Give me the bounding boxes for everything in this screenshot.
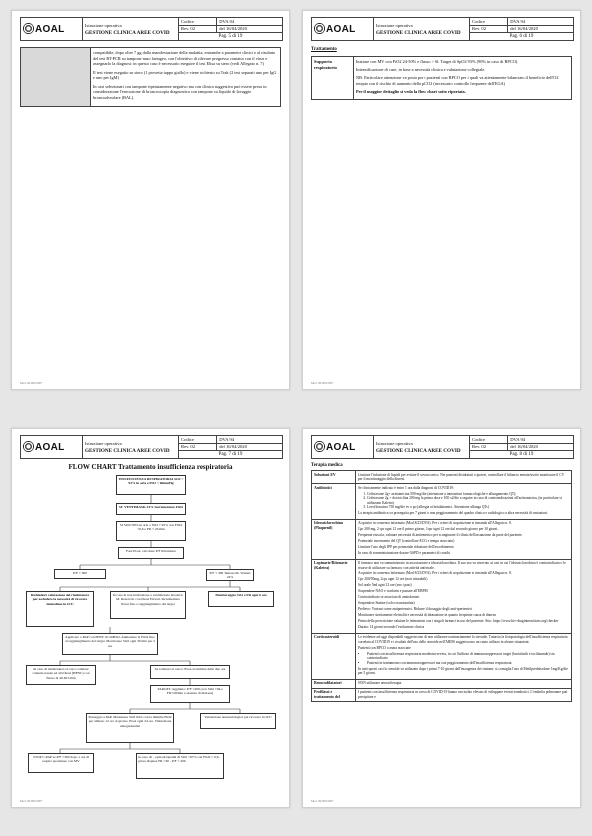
page-footer: Mod. 00/000/2007 <box>20 381 43 385</box>
page-content <box>20 47 281 107</box>
page-header <box>20 435 283 459</box>
box-pap: Passaggio a PAP. Mantenere SO2 94% con la minima FiO2 per almeno 12 ore al giorno. EGA ogni 24 ore. Valutazione emogasanalisi <box>86 713 174 743</box>
doc-title: Istruzione operativa GESTIONE CLINICA AREE COVID <box>83 436 179 459</box>
row-label: Supporto respiratorio <box>312 57 354 100</box>
page-footer: Mod. 00/000/2007 <box>311 381 334 385</box>
document-page-8 <box>302 428 581 808</box>
box-target-check: SI SO2>90% in aria o SO2 > 95% con FiO2 <0,6 e FR < 25/min <box>116 521 186 541</box>
logo: AOAL <box>21 436 83 459</box>
box-criteri: in caso di: - episodi ripetuti di SO2 <97% con FiO2 > 0,6 - grave dispnea FR >30 - P/F < 200 <box>136 753 224 779</box>
document-page-7 <box>11 428 290 808</box>
box-rianimatore: Richiedere valutazione del rianimatore per escludere la necessità di ricovero immediato in ICU <box>26 591 94 627</box>
box-casco-ega: Se tollerata al casco: EGA al termine delle due ore <box>150 665 230 679</box>
flowchart-title: FLOW CHART Trattamento insufficienza respiratoria <box>68 463 233 471</box>
page-header <box>311 435 574 459</box>
box-icu: Valutazione anestesiologica per ricovero in ICU <box>200 713 276 729</box>
table-row: Corticosteroidi Le evidenze ad oggi disponibili suggeriscono di non utilizzare routinariamente lo steroide. Tuttavia la fisiopatologia dell'insufficienza respiratoria correlata al COVID19 e i risultati dell'uso dello steroide nell'ARDS suggeriscono un cauto utilizzo in alcune situazioni. Pazienti con BPCO o asma associate • Pazienti con insufficienza respiratoria moderata-severa, in cui l'utilizzo di immunosoppressori target (baricitinib e tocilizumab) sia controindicato • Pazienti in trattamento con immunosoppressori ma con peggioramento dell'insufficienza respiratoria. In tutti questi casi lo steroide va utilizzato dopo i primi 7-10 giorni dall'insorgenza dei sintomi: si consiglia l'uso di Metilprednisolone 1mg/Kg/die per 5 giorni. <box>312 633 572 679</box>
box-cpap: Applicare c-PAP con PEEP 10 cmH2O. Aumentare la FiO2 fino al raggiungimento del target. Monitorare SO2 ogni 30 min per 2 ore <box>62 633 158 655</box>
revision: Rev. 02 <box>470 25 508 33</box>
box-ega: Fare EGA, calcolare P/F Rivalutare <box>118 547 184 559</box>
box-monitoraggio: Monitoraggio SO2 e FR ogni 6 ore <box>208 591 274 607</box>
logo: AOAL <box>312 18 374 41</box>
revision-date: del 16/04/2020 <box>508 25 574 33</box>
doc-title: Istruzione operativa GESTIONE CLINICA AREE COVID <box>374 18 470 41</box>
list-item: 2. Ceftriaxone 2g + doxiciclina 200 mg la prima dose e 100 x2/die a seguire in caso di controindicazioni all'azitromicina, (in particolare si utilizzano Kaletra) <box>367 496 569 505</box>
list-item: • Pazienti con insufficienza respiratoria moderata-severa, in cui l'utilizzo di immunosoppressori target (baricitinib e tocilizumab) sia controindicato <box>367 652 569 661</box>
revision: Rev. 02 <box>179 25 217 33</box>
page-number: Pag. 8 di 19 <box>470 451 574 459</box>
section-title: Trattamento <box>311 47 337 52</box>
label-cell <box>21 48 91 107</box>
list-item: 1. Ceftriaxone 2g+ azitromicina 500 mg/die (attenzione a interazioni farmacologiche e allungamento QT); <box>367 492 569 496</box>
logo: AOAL <box>312 436 374 459</box>
logo-mark-icon <box>314 23 325 34</box>
box-pf-over-300: P/F > 300 <box>54 569 106 579</box>
doc-title: Istruzione operativa GESTIONE CLINICA AREE COVID <box>374 436 470 459</box>
code-value: DVA 94 <box>217 18 283 26</box>
row-text: Iniziare con MV con FiO2 24-50% e flusso > 6l. Target di SpO2 93% (90% in caso di BPCO). Intensificazione di cure, in base a necessità clinica e valutazione collegiale. NB. Particolare attenzione va posta per i pazienti con BPCO per i quali va attentamente bilanciato il beneficio dell'O2 terapia con il rischio di aumento della pCO2 (necessario controllo frequente dell'EGA) Per il maggior dettaglio si veda la flow chart sotto riportata. <box>354 57 572 100</box>
text-cell: compatibile, dopo oltre 7 gg dalla manifestazione della malattia, entrambe a parametri clinici e al risultato del test RT-PCR su tampone naso faringeo, con l'obiettivo di rilevare progresso contatto con il virus e assegnarlo la diagnosi: in questo caso è necessario eseguire il test Elisa su siero (vedi Allegato n. 7) Il test viene eseguito su siero (1 provetta tappo giallo) e viene richiesto su Trak (2 test separati uno per IgG e uno per IgM) In casi selezionati con tampone ripetutamente negativo ma con clinica suggestiva può essere presa in considerazione l'esecuzione di broncoscopia diagnostica con tampone su liquido di lavaggio broncoalveolare (BAL). <box>91 48 281 107</box>
flowchart <box>20 473 283 793</box>
code-value: DVA 94 <box>508 18 574 26</box>
page-footer: Mod. 00/000/2007 <box>20 799 43 803</box>
page-header <box>311 17 574 41</box>
logo-mark-icon <box>314 441 325 452</box>
document-page-5 <box>11 10 290 390</box>
code-label: Codice <box>179 436 217 444</box>
code-value: DVA 94 <box>508 436 574 444</box>
box-pf-under-300: P/F < 300 Tentare M. Venturi 24% <box>206 569 254 581</box>
table-row: Broncodilatatori NON utilizzare aerosolterapia. <box>312 679 572 688</box>
list-item: 3. Levofloxacina 750 mg/die ev o po (allergia ai betalattamici. Attenzione allunga QTc) <box>367 505 569 509</box>
table-row: Soluzioni EV Limitare l'infusione di liquidi per evitare il sovraccarico. Nei pazienti disidratati o ipotesi, controllare il bilancio entrate/uscite monitorare il CV per il monitoraggio della diuresi. <box>312 471 572 484</box>
list-item: • Pazienti in trattamento con immunosoppressori ma con peggioramento dell'insufficienza respiratoria. <box>367 661 569 665</box>
table-row: Antibiotici Se clinicamente indicato è entro 1 ora dalla diagnosi di COVID19: 1. Ceftriaxone 2g+ azitromicina 500 mg/die (attenzione a interazioni farmacologiche e allungamento QT); 2. Ceftriaxone 2g + doxiciclina 200 mg la prima dose e 100 x2/die a seguire in caso di controindicazioni all'azitromicina, (in particolare si utilizzano Kaletra) 3. Levofloxacina 750 mg/die ev o po (allergia ai betalattamici. Attenzione allunga QTc) La terapia antibiotica va proseguita per 7 giorni o non peggioramento del quadro clinico e radiologico a altra necessità di variazioni. <box>312 484 572 519</box>
doc-title: Istruzione operativa GESTIONE CLINICA AREE COVID <box>83 18 179 41</box>
page-content <box>311 47 572 100</box>
revision-date: del 16/04/2020 <box>217 25 283 33</box>
code-label: Codice <box>470 18 508 26</box>
table-row: Lopinavir/Ritonavir (Kaletra) Il farmaco non va somministrato in associazione a idrossiclorochina. Il suo uso va riservato ai casi in cui l'idrossiclorochina è controindicata o le risorse di utilizzare su farmaco con attività antivirale. Acquisire in consenso informato (Mod 8/23/DVA). Per i criteri di acquisizione si rimanda all'Allegato n. 8. Cpr 200/50mg, 2cpr ogni 12 ore (non triturabili) Sol orale 5ml ogni 12 ore (sno i pazi) Sospendere NAO e warfarin e passare all'EBPM Controindicato se associato di amiodarone. Sospendere Statine (solo rosuvastatina) Prelievo: Vaviani come antipertensivi. Ridurre il dosaggio degli anti-ipertensivi Monitorare strettamente elettroliti e necessità di idratazione in quanto frequente causa di diarrea Prima della prescrizione valutare le interazioni con i singoli farmaci in uso del paziente. Sito: https://www.hiv-druginteractions.org/checker Durata: 14 giorni secondo l'evoluzione clinica <box>312 559 572 633</box>
page-footer: Mod. 00/000/2007 <box>311 799 334 803</box>
therapy-table <box>311 470 572 702</box>
logo-mark-icon <box>23 23 34 34</box>
logo: AOAL <box>21 18 83 41</box>
box-target-raggiunto: TARGET raggiunto: P/F >200 (con SO2 >94 e FR<20/min e assenza di distress) <box>150 685 230 703</box>
box-stop-cpap: STOP C-PAP se P/F >300 dopo 1 ora di respiro spontaneo con MV <box>28 753 94 773</box>
code-label: Codice <box>470 436 508 444</box>
revision-date: del 16/04/2020 <box>508 443 574 451</box>
box-ventimask: SI: VENTIMASK 24% Incrementare FiO2 <box>116 503 186 515</box>
page-number: Pag. 7 di 19 <box>179 451 283 459</box>
box-hfnc: In caso di intolleranza al casco valutare cannula nasale ad alti flussi (HFNC) con flusso di 40-60 l/min <box>26 665 96 685</box>
section-title: Terapia medica <box>311 463 343 468</box>
code-value: DVA 94 <box>217 436 283 444</box>
revision: Rev. 02 <box>179 443 217 451</box>
page-number: Pag. 6 di 19 <box>470 33 574 41</box>
box-insufficienza: INSUFFICIENZA RESPIRATORIA SO2 < 93% in aria e PO2 < 60mmHg <box>116 475 186 495</box>
page-content <box>311 463 572 702</box>
logo-mark-icon <box>23 441 34 452</box>
page-number: Pag. 5 di 19 <box>179 33 283 41</box>
page-header <box>20 17 283 41</box>
revision-date: del 16/04/2020 <box>217 443 283 451</box>
revision: Rev. 02 <box>470 443 508 451</box>
document-page-6 <box>302 10 581 390</box>
table-row: Profilassi e trattamento del I pazienti con insufficienza respiratoria in corso di COVID-19 hanno un rischio elevato di sviluppare eventi trombotici. L'embolia polmonare può precipitare e <box>312 688 572 702</box>
box-reservoir: In caso di non indicazione a ventilazione invasiva: M. Reservoir con flussi Elevati. Incrementare flussi fino a raggiungimento del target <box>110 591 186 619</box>
table-row: Idrossiclorochina (Plaquenil) Acquisire in consenso informato (Mod 8/23/DVA). Per i criteri di acquisizione si rimanda all'Allegato n. 8. Cpr 200 mg, 2 cpr ogni 12 ore il primo giorno, 1cpr ogni 12 ore dal secondo giorno per 10 giorni. Frequente riuscita, valutare necessità di antiemetico per scongiurare il rifiuto dell'assunzione da parte del paziente. Potenziale incremento del QT (controllare ECG e tempo associato) Limitare l'uso degli IPP per potenziale riduzione dell'assorbimento In caso di somministrazione dosare G6PD e parametri di crasibi <box>312 519 572 559</box>
code-label: Codice <box>179 18 217 26</box>
